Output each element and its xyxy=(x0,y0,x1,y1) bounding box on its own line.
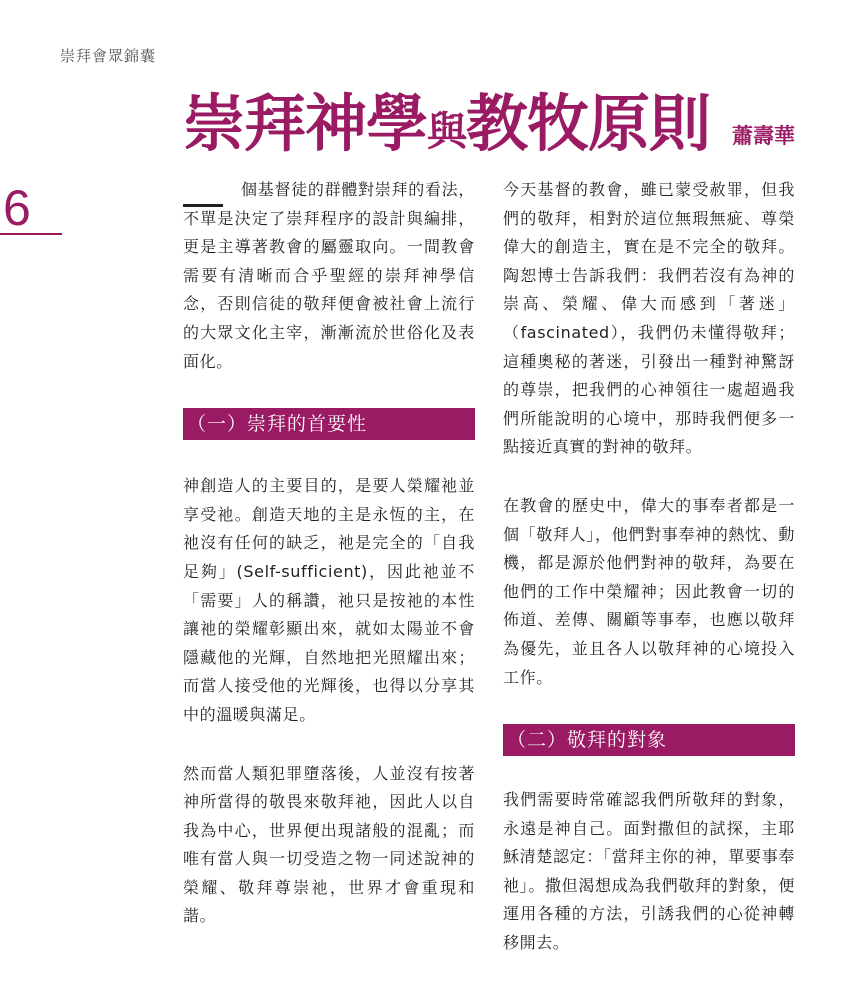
right-column xyxy=(503,176,795,958)
running-head: 崇拜會眾錦囊 xyxy=(60,47,157,65)
intro-dropline xyxy=(183,204,223,207)
paragraph-1: 神創造人的主要目的，是要人榮耀祂並享受祂。創造天地的主是永恆的主，在祂沒有任何的缺乏，祂是完全的「自我足夠」(Self-sufficient)，因此祂並不「需要」人的稱讚，祂只是按祂的本性讓祂的榮耀彰顯出來，就如太陽並不會隱藏他的光輝，自然地把光照耀出來；而當人接受他的光輝後，也得以分享其中的溫暖與滿足。 xyxy=(183,476,475,724)
paragraph-4: 在教會的歷史中，偉大的事奉者都是一個「敬拜人」，他們對事奉神的熱忱、動機，都是源於他們對神的敬拜，為要在他們的工作中榮耀神；因此教會一切的佈道、差傳、關顧等事奉，也應以敬拜為優先，並且各人以敬拜神的心境投入工作。 xyxy=(503,495,795,687)
paragraph-3: 今天基督的教會，雖已蒙受赦罪，但我們的敬拜，相對於這位無瑕無疵、尊榮偉大的創造主，實在是不完全的敬拜。陶恕博士告訴我們：我們若沒有為神的崇高、榮耀、偉大而感到「著迷」（fascinated），我們仍未懂得敬拜；這種奧秘的著迷，引發出一種對神驚訝的尊崇，把我們的心神領往一處超過我們所能說明的心境中，那時我們便多一點接近真實的對神的敬拜。 xyxy=(503,180,795,457)
paragraph-2: 然而當人類犯罪墮落後，人並沒有按著神所當得的敬畏來敬拜祂，因此人以自我為中心，世界便出現諸般的混亂；而唯有當人與一切受造之物一同述說神的榮耀、敬拜尊崇祂，世界才會重現和諧。 xyxy=(183,763,475,926)
title-part-2: 與 xyxy=(427,109,467,155)
title-part-3: 教牧原則 xyxy=(466,87,711,160)
page-number-rule xyxy=(0,233,62,235)
page-number: 6 xyxy=(3,180,31,236)
author-name: 蕭壽華 xyxy=(732,124,795,148)
title-part-1: 崇拜神學 xyxy=(183,87,428,160)
section-heading-2: （二）敬拜的對象 xyxy=(503,724,795,756)
paragraph-5: 我們需要時常確認我們所敬拜的對象，永遠是神自己。面對撒但的試探，主耶穌清楚認定：「當拜主你的神，單要事奉祂」。撒但渴想成為我們敬拜的對象，便運用各種的方法，引誘我們的心從神轉移開去。 xyxy=(503,790,795,953)
section-heading-1: （一）崇拜的首要性 xyxy=(183,408,475,440)
article-title xyxy=(183,84,710,172)
intro-paragraph: 個基督徒的群體對崇拜的看法，不單是決定了崇拜程序的設計與編排，更是主導著教會的屬靈取向。一間教會需要有清晰而合乎聖經的崇拜神學信念，否則信徒的敬拜便會被社會上流行的大眾文化主宰，漸漸流於世俗化及表面化。 xyxy=(183,180,475,371)
left-column xyxy=(183,176,475,931)
